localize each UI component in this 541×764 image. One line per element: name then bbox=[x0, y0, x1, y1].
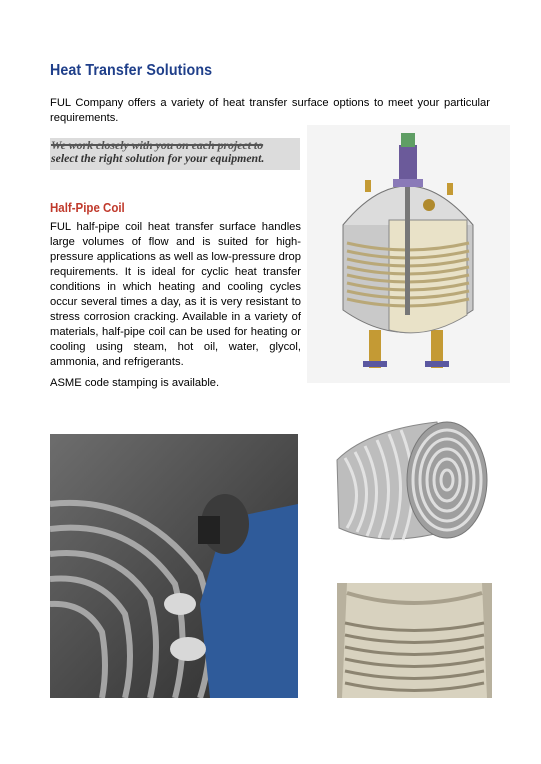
callout-box bbox=[50, 138, 300, 170]
callout-line-2: select the right solution for your equipment. bbox=[51, 151, 265, 165]
section-heading: Half-Pipe Coil bbox=[50, 201, 125, 215]
vessel-cutaway-image bbox=[307, 125, 510, 383]
asme-note: ASME code stamping is available. bbox=[50, 377, 220, 389]
welding-photo bbox=[50, 434, 298, 698]
page-title: Heat Transfer Solutions bbox=[50, 62, 213, 79]
intro-paragraph: FUL Company offers a variety of heat transfer surface options to meet your particular requirements. bbox=[50, 97, 490, 124]
vessel-coil-photo bbox=[337, 583, 492, 698]
coil-bundle-photo bbox=[327, 410, 495, 556]
callout-line-1: We work closely with you on each project to bbox=[51, 138, 264, 152]
section-body: FUL half-pipe coil heat transfer surface handles large volumes of flow and is suited for high-pressure applications as well as low-pressure drop requirements. It is ideal for cyclic heat transfer conditions in which heating and cooling cycles occur several times a day, as it is very resistant to stress corrosion cracking. Available in a variety of materials, half-pipe coil can be used for heating or cooling using steam, hot oil, water, glycol, ammonia, and refrigerants. bbox=[50, 221, 301, 368]
